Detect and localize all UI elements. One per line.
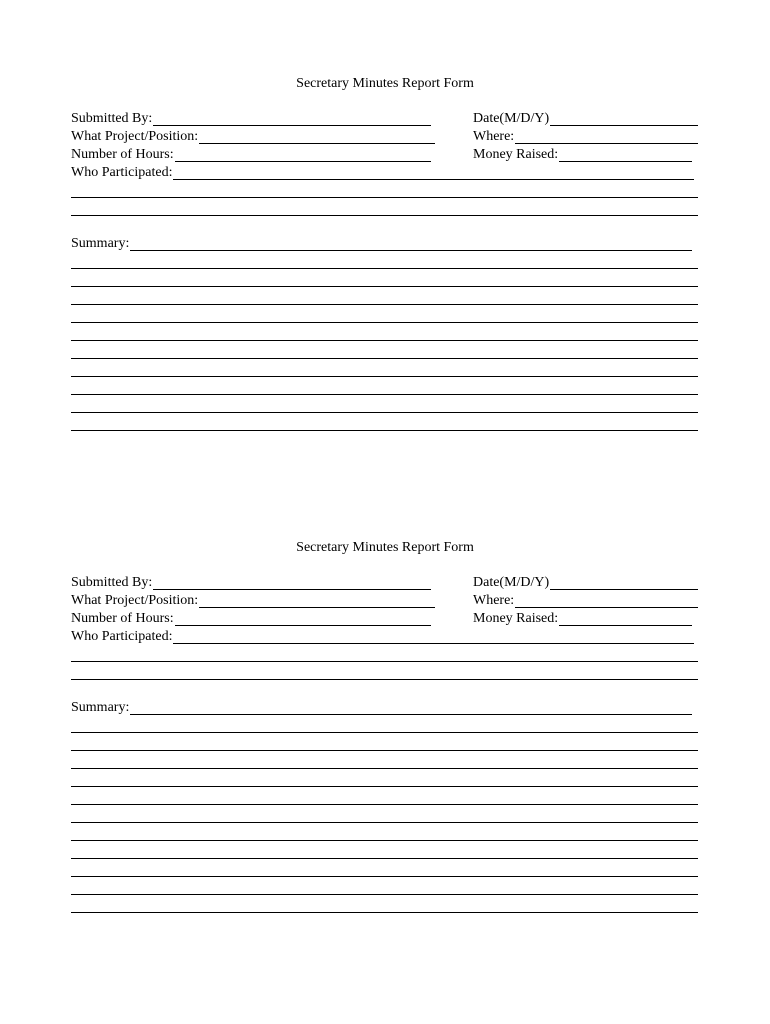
submitted-by-label: Submitted By: (71, 575, 153, 590)
summary-field[interactable] (71, 699, 692, 716)
summary-line[interactable] (71, 840, 698, 841)
summary-line[interactable] (71, 304, 698, 305)
money-raised-line[interactable] (559, 148, 692, 162)
summary-line[interactable] (71, 822, 698, 823)
participants-line[interactable] (71, 197, 698, 198)
summary-line[interactable] (71, 732, 698, 733)
form-title: Secretary Minutes Report Form (296, 76, 474, 91)
summary-label: Summary: (71, 236, 130, 251)
who-participated-line[interactable] (173, 166, 694, 180)
project-position-field[interactable] (71, 128, 435, 145)
summary-line[interactable] (130, 237, 692, 251)
summary-line[interactable] (71, 894, 698, 895)
number-of-hours-label: Number of Hours: (71, 611, 174, 626)
who-participated-field[interactable] (71, 164, 694, 181)
form-title: Secretary Minutes Report Form (296, 540, 474, 555)
summary-line[interactable] (71, 268, 698, 269)
summary-field[interactable] (71, 235, 692, 252)
project-position-line[interactable] (199, 594, 435, 608)
participants-line[interactable] (71, 215, 698, 216)
date-line[interactable] (550, 112, 698, 126)
summary-line[interactable] (71, 340, 698, 341)
number-of-hours-line[interactable] (175, 148, 431, 162)
project-position-line[interactable] (199, 130, 435, 144)
submitted-by-line[interactable] (153, 112, 431, 126)
number-of-hours-field[interactable] (71, 146, 431, 163)
money-raised-field[interactable] (473, 146, 692, 163)
project-position-label: What Project/Position: (71, 593, 199, 608)
date-field[interactable] (473, 110, 698, 127)
who-participated-label: Who Participated: (71, 165, 173, 180)
where-label: Where: (473, 129, 515, 144)
summary-line[interactable] (71, 412, 698, 413)
summary-line[interactable] (71, 376, 698, 377)
summary-line[interactable] (71, 786, 698, 787)
participants-line[interactable] (71, 661, 698, 662)
summary-line[interactable] (71, 430, 698, 431)
summary-line[interactable] (71, 768, 698, 769)
where-line[interactable] (515, 594, 698, 608)
where-line[interactable] (515, 130, 698, 144)
summary-line[interactable] (71, 804, 698, 805)
where-label: Where: (473, 593, 515, 608)
summary-line[interactable] (71, 322, 698, 323)
participants-line[interactable] (71, 679, 698, 680)
summary-line[interactable] (71, 286, 698, 287)
summary-line[interactable] (71, 876, 698, 877)
date-label: Date(M/D/Y) (473, 111, 550, 126)
number-of-hours-field[interactable] (71, 610, 431, 627)
submitted-by-field[interactable] (71, 574, 431, 591)
submitted-by-field[interactable] (71, 110, 431, 127)
summary-line[interactable] (71, 912, 698, 913)
summary-line[interactable] (71, 358, 698, 359)
submitted-by-line[interactable] (153, 576, 431, 590)
submitted-by-label: Submitted By: (71, 111, 153, 126)
where-field[interactable] (473, 592, 698, 609)
number-of-hours-label: Number of Hours: (71, 147, 174, 162)
date-line[interactable] (550, 576, 698, 590)
date-field[interactable] (473, 574, 698, 591)
summary-label: Summary: (71, 700, 130, 715)
date-label: Date(M/D/Y) (473, 575, 550, 590)
project-position-label: What Project/Position: (71, 129, 199, 144)
where-field[interactable] (473, 128, 698, 145)
who-participated-label: Who Participated: (71, 629, 173, 644)
money-raised-label: Money Raised: (473, 611, 559, 626)
project-position-field[interactable] (71, 592, 435, 609)
summary-line[interactable] (130, 701, 692, 715)
money-raised-line[interactable] (559, 612, 692, 626)
money-raised-label: Money Raised: (473, 147, 559, 162)
who-participated-field[interactable] (71, 628, 694, 645)
summary-line[interactable] (71, 750, 698, 751)
summary-line[interactable] (71, 394, 698, 395)
number-of-hours-line[interactable] (175, 612, 431, 626)
money-raised-field[interactable] (473, 610, 692, 627)
summary-line[interactable] (71, 858, 698, 859)
who-participated-line[interactable] (173, 630, 694, 644)
